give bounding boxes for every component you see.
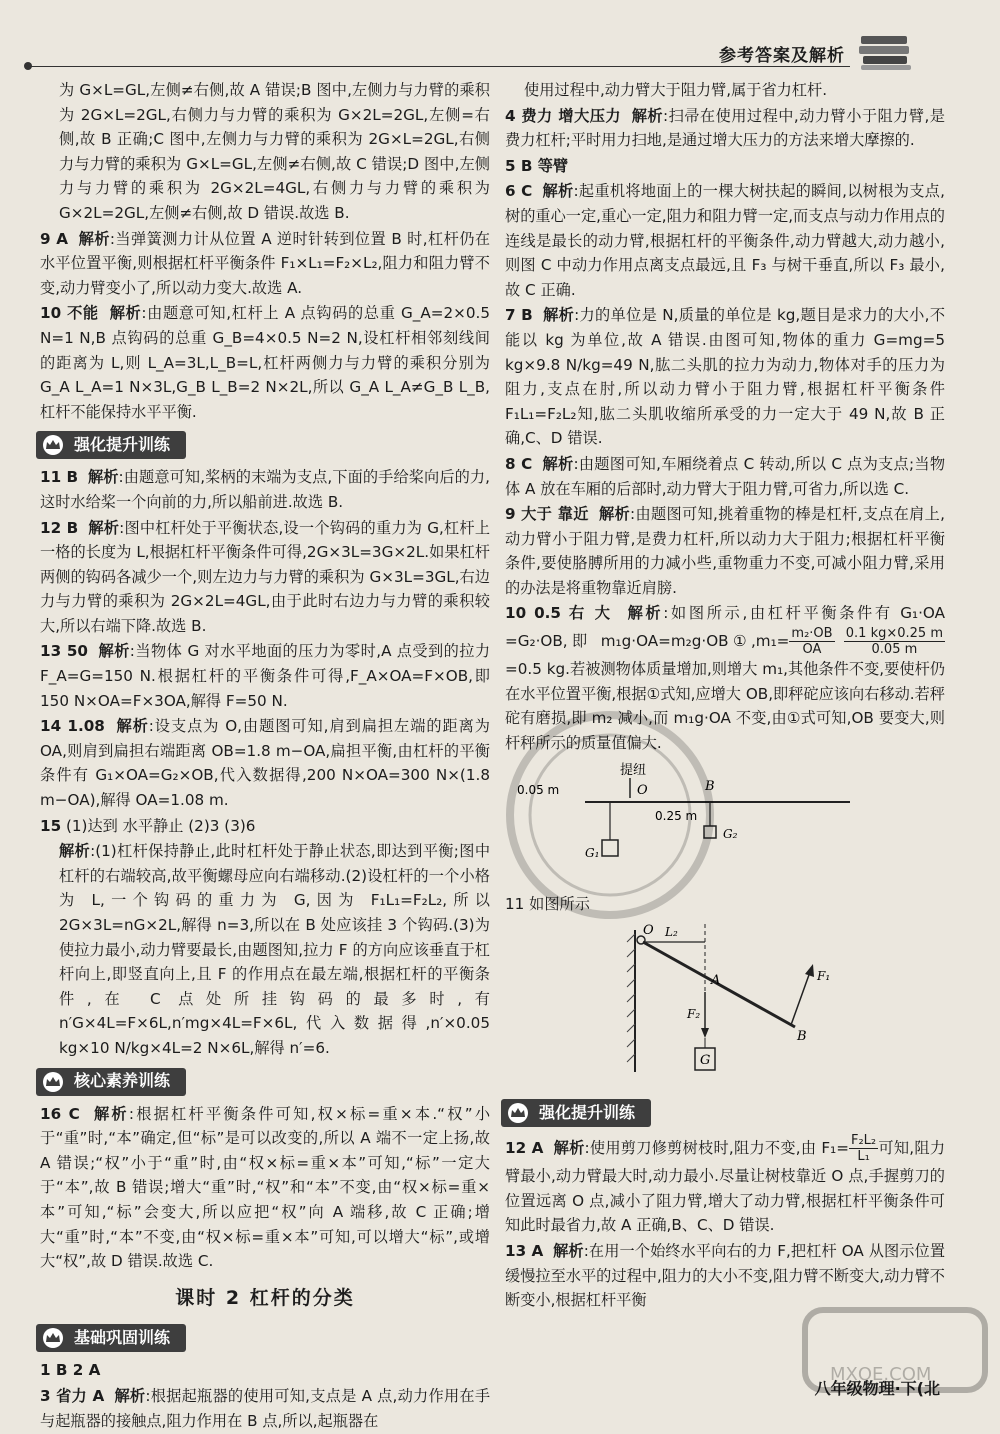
crown-icon (505, 1102, 531, 1124)
header-dot (24, 62, 32, 70)
answer-text: :当物体 G 对水平地面的压力为零时,A 点受到的拉力 F_A=G=150 N.根据杠杆的平衡条件可得,F_A×OA=F×OB,即 150 N×OA=F×3OA,解得 F=50 N. (40, 642, 491, 710)
answer-text: :根据杠杆平衡条件可知,权×标=重×本.“权”小于“重”时,“本”确定,但“标”是可以改变的,所以 A 端不一定上扬,故 A 错误;“权”小于“重”时,由“权×标=重×本”可知,“标”一定大于“本”,故 B 错误;增大“重”时,“权”和“本”不变,由“权×标=重×本”可知,“标”会变大,所以应把“权”向 A 端移,故 C 正确;增大“重”时,“本”不变,由“权×标=重×本”可知,可以增大“标”,或增大“权”,故 D 错误.故选 C. (40, 1104, 491, 1271)
answer-number: 8 C (505, 454, 533, 473)
q3-continued: 使用过程中,动力臂大于阻力臂,属于省力杠杆. (524, 81, 828, 99)
answer-text: 可知,阻力臂最小,动力臂最大时,动力最小.尽量让树枝靠近 O 点,手握剪刀的位置远离 O 点,减小了阻力臂,增大了动力臂,根据杠杆平衡条件可知此时最省力,故 A 正确,B、C、D 错误. (505, 1139, 946, 1235)
answer-number: 15 (40, 816, 62, 835)
answer-5: 5 B 等臂 (505, 156, 569, 175)
analysis-label: 解析 (98, 642, 130, 661)
answer-1-2: 1 B 2 A (40, 1361, 101, 1380)
fig-label-b: B (705, 779, 715, 795)
analysis-label: 解析 (553, 1242, 584, 1260)
analysis-label: 解析 (109, 304, 142, 323)
fig-label-b: B (797, 1028, 807, 1044)
analysis-label: 解析 (59, 842, 91, 861)
answer-13 (40, 639, 490, 713)
answer-text: :(1)杠杆保持静止,此时杠杆处于静止状态,即达到平衡;图中杠杆的右端较高,故平衡螺母应向右端移动.(2)设杠杆的一个小格为 L,一个钩码的重力为 G,因为 F₁L₁=F₂L₂,所以 2G×3L=nG×2L,解得 n=3,所以在 B 处应该挂 3 个钩码.(3)为使拉力最小,动力臂要最长,由题图知,拉力 F 的方向应该垂直于杠杆向上,即竖直向上,且 F 的作用点在最左端,根据杠杆的平衡条件,在 C 点处所挂钩码的最多时,有 n′G×4L=F×6L,n′mg×4L=F×6L,代入数据得,n′×0.05 kg×10 N/kg×4L=2 N×6L,解得 n′=6. (59, 842, 491, 1057)
header-rule (30, 66, 850, 67)
fraction-numerator: F₂L₂ (850, 1133, 877, 1149)
answer-text: :当弹簧测力计从位置 A 逆时针转到位置 B 时,杠杆仍在水平位置平衡,则根据杠杆平衡条件 F₁×L₁=F₂×L₂,阻力和阻力臂不变,动力臂变小了,所以动力变大.故选 A. (40, 229, 491, 297)
fig-label-g: G (700, 1052, 711, 1068)
answer-text: :图中杠杆处于平衡状态,设一个钩码的重力为 G,杠杆上一格的长度为 L,根据杠杆平衡条件可得,2G×3L=3G×2L.如果杠杆两侧的钩码各减少一个,则左边力与力臂的乘积为 G×3L=3GL,右边力与力臂的乘积为 2G×2L=4GL,由于此时右边力与力臂的乘积较大,所以右端下降.故选 B. (40, 518, 491, 635)
section-banner-strengthen-2 (501, 1099, 651, 1127)
answer-text: :如图所示,由杠杆平衡条件有 G₁·OA (663, 604, 945, 623)
analysis-label: 解析 (114, 1386, 146, 1405)
answer-number: 4 费力 增大压力 (505, 106, 622, 125)
answer-text: :根据起瓶器的使用可知,支点是 A 点,动力作用在手与起瓶器的接触点,阻力作用在 B 点,所以,起瓶器在 (40, 1386, 491, 1430)
answer-12 (40, 516, 490, 639)
fraction (789, 626, 834, 657)
answer-15 (40, 814, 490, 839)
fig-label-o: O (643, 922, 654, 938)
answer-text: :设支点为 O,由题图可知,肩到扁担左端的距离为 OA,则肩到扁担右端距离 OB=1.8 m−OA,扁担平衡,由杠杆的平衡条件有 G₁×OA=G₂×OB,代入数据得,200 N×OA=300 N×(1.8 m−OA),解得 OA=1.08 m. (40, 717, 490, 810)
banner-label: 强化提升训练 (74, 435, 171, 455)
answer-9 (505, 502, 945, 600)
answer-7 (505, 303, 945, 451)
answer-12 (505, 1133, 945, 1238)
answer-text: :由题图可知,挑着重物的棒是杠杆,支点在肩上,动力臂小于阻力臂,是费力杠杆,所以动力大于阻力;根据杠杆平衡条件,要使胳膊所用的力减小些,重物重力不变,可减小阻力臂,采用的办法是将重物靠近肩膀. (505, 505, 945, 597)
analysis-label: 解析 (542, 182, 574, 201)
q8-continued: 为 G×L=GL,左侧≠右侧,故 A 错误;B 图中,左侧力与力臂的乘积为 2G×L=2GL,右侧力与力臂的乘积为 G×2L=2GL,左侧=右侧,故 B 正确;C 图中,左侧力与力臂的乘积为 2G×L=2GL,右侧力与力臂的乘积为 G×L=GL,左侧≠右侧,故 C 错误;D 图中,左侧力与力臂的乘积为 2G×2L=4GL,右侧力与力臂的乘积为 G×2L=2GL,左侧≠右侧,故 D 错误.故选 B. (59, 81, 490, 222)
answer-text: :由题意可知,桨柄的末端为支点,下面的手给桨向后的力,这时水给桨一个向前的力,所以船前进.故选 B. (40, 468, 491, 511)
answer-number: 12 B (40, 518, 79, 537)
lever-figure (505, 922, 945, 1082)
answer-11: 11 如图所示 (505, 895, 590, 914)
analysis-label: 解析 (93, 1104, 129, 1123)
fig-label-f2: F₂ (687, 1006, 701, 1021)
answer-text: :扫帚在使用过程中,动力臂小于阻力臂,是费力杠杆;平时用力扫地,是通过增大压力的方法来增大摩擦的. (505, 106, 945, 150)
fig-label-l1: 0.05 m (517, 783, 560, 798)
crown-icon (40, 1327, 66, 1349)
fig-label-tiniu: 提纽 (620, 763, 647, 779)
f1-arrow (791, 972, 810, 1025)
answer-16 (40, 1102, 490, 1274)
answer-number: 6 C (505, 182, 533, 201)
analysis-label: 解析 (88, 518, 120, 537)
answer-text: :在用一个始终水平向右的力 F,把杠杆 OA 从图示位置缓慢拉至水平的过程中,阻力的大小不变,阻力臂不断变大,动力臂不断变小,根据杠杆平衡 (505, 1242, 946, 1310)
analysis-label: 解析 (627, 604, 664, 623)
analysis-label: 解析 (543, 306, 575, 325)
fig-label-f1: F₁ (817, 968, 831, 983)
answer-number: 10 0.5 右 大 (505, 604, 613, 623)
analysis-label: 解析 (631, 106, 664, 125)
answer-9 (40, 227, 490, 301)
fraction-denominator: OA (802, 642, 822, 658)
answer-15-analysis (40, 839, 490, 1060)
fig-label-l2: L₂ (665, 924, 678, 939)
banner-label: 强化提升训练 (539, 1102, 636, 1122)
answer-number: 14 1.08 (40, 717, 105, 736)
analysis-label: 解析 (599, 505, 631, 524)
answer-6 (505, 179, 945, 302)
fig-label-g2: G₂ (723, 827, 738, 842)
page-header (30, 38, 960, 68)
answer-number: 16 C (40, 1104, 80, 1123)
f2-arrowhead (701, 1028, 709, 1038)
answer-text: :起重机将地面上的一棵大树扶起的瞬间,以树根为支点,树的重心一定,重心一定,阻力和阻力臂一定,而支点与动力作用点的连线是最长的动力臂,根据杠杆的平衡条件,动力臂越大,动力越小,则图 C 中动力作用点离支点最远,且 F₃ 与树干垂直,所以 F₃ 最小,故 C 正确. (505, 182, 945, 299)
answer-number: 12 A (505, 1139, 544, 1158)
section-banner-core (36, 1068, 186, 1096)
answer-text: :由题意可知,杠杆上 A 点钩码的总重 G_A=2×0.5 N=1 N,B 点钩码的总重 G_B=4×0.5 N=2 N,设杠杆相邻刻线间的距离为 L,则 L_A=3L,L_B=L,杠杆两侧力与力臂的乘积分别为 G_A L_A=1 N×3L,G_B L_B=2 N×2L,所以 G_A L_A≠G_B L_B,杠杆不能保持水平平衡. (40, 304, 491, 421)
answer-value: (1)达到 水平静止 (2)3 (3)6 (65, 816, 256, 835)
left-column (40, 78, 490, 1434)
fig-label-l2: 0.25 m (655, 809, 698, 824)
lesson-title: 课时 2 杠杆的分类 (175, 1286, 355, 1309)
analysis-label: 解析 (78, 229, 110, 248)
answer-number: 13 A (505, 1242, 544, 1260)
fraction (849, 1133, 878, 1164)
answer-text: :力的单位是 N,质量的单位是 kg,题目是求力的大小,不能以 kg 为单位,故 A 错误.由图可知,物体的重力 G=mg=5 kg×9.8 N/kg=49 N,肱二头肌的拉力为动力,物体对手的压力为阻力,支点在肘,所以动力臂小于阻力臂,根据杠杆平衡条件 F₁L₁=F₂L₂知,肱二头肌收缩所承受的力一定大于 49 N,故 B 正确,C、D 错误. (505, 306, 946, 448)
section-banner-strengthen (36, 431, 186, 459)
crown-icon (40, 434, 66, 456)
page-footer: 八年级物理·下(北 (814, 1379, 940, 1398)
answer-11 (40, 465, 490, 514)
books-icon (857, 32, 915, 72)
answer-number: 7 B (505, 306, 533, 325)
answer-text: :由题图可知,车厢绕着点 C 转动,所以 C 点为支点;当物体 A 放在车厢的后部时,动力臂大于阻力臂,可省力,所以选 C. (505, 454, 946, 498)
fig-label-g1: G₁ (585, 846, 600, 861)
f1-arrowhead (805, 964, 814, 977)
fig-label-a: A (711, 972, 721, 988)
answer-8 (505, 452, 945, 501)
fraction-numerator: 0.1 kg×0.25 m (845, 626, 944, 642)
fraction-denominator: L₁ (857, 1149, 870, 1165)
watermark-logo (800, 1300, 990, 1400)
answer-number: 13 50 (40, 642, 88, 661)
analysis-label: 解析 (553, 1139, 585, 1158)
banner-label: 核心素养训练 (74, 1071, 171, 1091)
answer-number: 11 B (40, 468, 79, 487)
answer-number: 9 A (40, 229, 69, 248)
answer-number: 10 不能 (40, 304, 99, 323)
answer-number: 3 省力 A (40, 1386, 105, 1405)
fig-label-o: O (637, 783, 648, 799)
fraction-denominator: 0.05 m (871, 642, 918, 658)
answer-4 (505, 104, 945, 153)
svg-text:MXQE.COM: MXQE.COM (830, 1364, 932, 1385)
right-column (505, 78, 945, 1314)
answer-text: =G₂·OB,即 m₁g·OA=m₂g·OB①,m₁= (505, 632, 790, 651)
section-banner-basic (36, 1324, 186, 1352)
answer-10 (40, 301, 490, 424)
wall-hatch (627, 934, 635, 1062)
answer-text: :使用剪刀修剪树枝时,阻力不变,由 F₁= (584, 1139, 849, 1158)
fraction-numerator: m₂·OB (791, 626, 833, 642)
analysis-label: 解析 (542, 454, 574, 473)
banner-label: 基础巩固训练 (74, 1328, 171, 1348)
answer-14 (40, 714, 490, 812)
watermark-stamp (500, 700, 720, 930)
header-title: 参考答案及解析 (719, 46, 845, 66)
answer-number: 9 大于 靠近 (505, 505, 589, 524)
analysis-label: 解析 (116, 717, 149, 736)
crown-icon (40, 1071, 66, 1093)
answer-text: =0.5 kg.若被测物体质量增加,则增大 m₁,其他条件不变,要使杆仍在水平位置平衡,根据①式知,应增大 OB,即秤砣应该向右移动.若秤砣有磨损,即 m₂ 减小,而 m₁g·OA 不变,由①式可知,OB 要变大,则杆秤所示的质量值偏大. (505, 660, 945, 752)
fraction (844, 626, 945, 657)
analysis-label: 解析 (87, 468, 119, 487)
